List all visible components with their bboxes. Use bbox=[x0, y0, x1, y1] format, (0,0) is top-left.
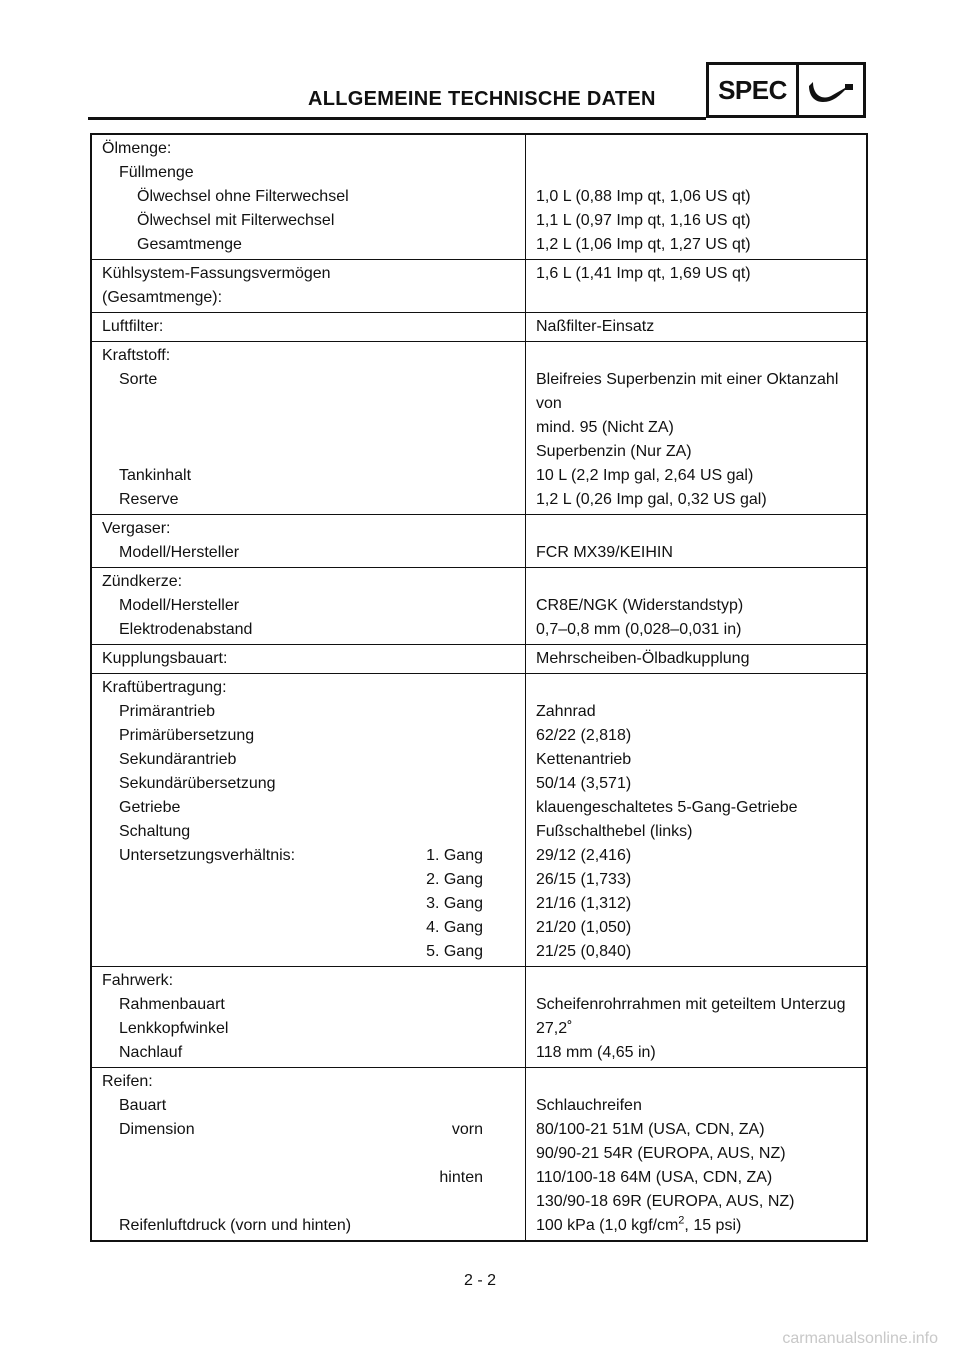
table-row bbox=[91, 209, 867, 233]
table-row bbox=[91, 892, 867, 916]
spark-plug-model-label: Modell/Hersteller bbox=[91, 594, 526, 618]
tire-rear-value-line1: 110/100-18 64M (USA, CDN, ZA) bbox=[536, 1169, 773, 1186]
oil-no-filter-value: 1,0 L (0,88 Imp qt, 1,06 US qt) bbox=[536, 188, 751, 205]
oil-total-value: 1,2 L (1,06 Imp qt, 1,27 US qt) bbox=[536, 236, 751, 253]
fuel-type-value-line1: Bleifreies Superbenzin mit einer Oktanzahl von bbox=[536, 371, 839, 412]
ratio-label: Untersetzungsverhältnis: bbox=[119, 847, 296, 864]
table-row bbox=[91, 233, 867, 260]
gear-1-value: 29/12 (2,416) bbox=[536, 847, 632, 864]
table-row bbox=[91, 488, 867, 515]
coolant-label-line1: Kühlsystem-Fassungsvermögen bbox=[102, 265, 331, 282]
table-row bbox=[91, 724, 867, 748]
spec-table bbox=[90, 133, 868, 1242]
gear-4-label: 4. Gang bbox=[426, 919, 483, 936]
secondary-ratio-label: Sekundärübersetzung bbox=[91, 772, 526, 796]
table-row bbox=[91, 967, 867, 994]
table-row bbox=[91, 674, 867, 701]
table-row bbox=[91, 748, 867, 772]
oil-with-filter-label: Ölwechsel mit Filterwechsel bbox=[91, 209, 526, 233]
primary-drive-value: Zahnrad bbox=[536, 703, 596, 720]
spark-plug-heading: Zündkerze: bbox=[91, 568, 526, 595]
tire-pressure-value-sup: 2 bbox=[678, 1214, 685, 1227]
table-row bbox=[91, 700, 867, 724]
coolant-label bbox=[91, 260, 526, 313]
table-row bbox=[91, 1166, 867, 1214]
table-row bbox=[91, 1214, 867, 1241]
oil-with-filter-value: 1,1 L (0,97 Imp qt, 1,16 US qt) bbox=[536, 212, 751, 229]
header-rule bbox=[88, 117, 706, 120]
table-row bbox=[91, 541, 867, 568]
table-row bbox=[91, 568, 867, 595]
fuel-type-value bbox=[526, 368, 868, 464]
tire-pressure-label: Reifenluftdruck (vorn und hinten) bbox=[91, 1214, 526, 1241]
gear-1-label: 1. Gang bbox=[426, 847, 483, 864]
shift-label: Schaltung bbox=[91, 820, 526, 844]
table-row bbox=[91, 618, 867, 645]
gear-3-value: 21/16 (1,312) bbox=[536, 895, 632, 912]
spec-label: SPEC bbox=[709, 65, 799, 115]
tire-type-value: Schlauchreifen bbox=[536, 1097, 642, 1114]
fuel-type-value-line3: Superbenzin (Nur ZA) bbox=[536, 443, 692, 460]
table-row bbox=[91, 342, 867, 369]
table-row bbox=[91, 940, 867, 967]
secondary-ratio-value: 50/14 (3,571) bbox=[536, 775, 632, 792]
frame-value: Scheifenrohrrahmen mit geteiltem Unterzug bbox=[536, 996, 846, 1013]
gearbox-label: Getriebe bbox=[91, 796, 526, 820]
oil-heading: Ölmenge: bbox=[91, 134, 526, 161]
table-row bbox=[91, 772, 867, 796]
oil-sub: Füllmenge bbox=[91, 161, 526, 185]
table-row bbox=[91, 515, 867, 542]
table-row bbox=[91, 1094, 867, 1118]
table-row bbox=[91, 993, 867, 1017]
table-row bbox=[91, 161, 867, 185]
tire-pressure-value-a: 100 kPa (1,0 kgf/cm bbox=[536, 1217, 679, 1234]
oil-no-filter-label: Ölwechsel ohne Filterwechsel bbox=[91, 185, 526, 209]
caster-value: 27,2˚ bbox=[536, 1020, 573, 1037]
fuel-tank-label: Tankinhalt bbox=[91, 464, 526, 488]
table-row bbox=[91, 1118, 867, 1166]
tire-rear-label: hinten bbox=[439, 1169, 483, 1186]
transmission-heading: Kraftübertragung: bbox=[91, 674, 526, 701]
tire-front-value-line2: 90/90-21 54R (EUROPA, AUS, NZ) bbox=[536, 1145, 786, 1162]
table-row bbox=[91, 844, 867, 868]
tire-rear-value bbox=[526, 1166, 868, 1214]
coolant-label-line2: (Gesamtmenge): bbox=[102, 289, 223, 306]
trail-value: 118 mm (4,65 in) bbox=[536, 1044, 656, 1061]
table-row bbox=[91, 868, 867, 892]
air-filter-value: Naßfilter-Einsatz bbox=[526, 313, 868, 342]
table-row bbox=[91, 1068, 867, 1095]
shift-value: Fußschalthebel (links) bbox=[536, 823, 693, 840]
gear-2-value: 26/15 (1,733) bbox=[536, 871, 632, 888]
fuel-heading: Kraftstoff: bbox=[91, 342, 526, 369]
spec-badge bbox=[706, 62, 866, 118]
frame-label: Rahmenbauart bbox=[91, 993, 526, 1017]
table-row bbox=[91, 916, 867, 940]
fuel-reserve-value: 1,2 L (0,26 Imp gal, 0,32 US gal) bbox=[536, 491, 767, 508]
table-row bbox=[91, 1017, 867, 1041]
table-row bbox=[91, 645, 867, 674]
coolant-value: 1,6 L (1,41 Imp qt, 1,69 US qt) bbox=[526, 260, 868, 313]
gear-3-label: 3. Gang bbox=[426, 895, 483, 912]
tire-front-label: vorn bbox=[451, 1121, 483, 1138]
secondary-drive-value: Kettenantrieb bbox=[536, 751, 632, 768]
wrench-icon bbox=[799, 65, 863, 115]
secondary-drive-label: Sekundärantrieb bbox=[91, 748, 526, 772]
primary-ratio-value: 62/22 (2,818) bbox=[536, 727, 632, 744]
fuel-type-value-line2: mind. 95 (Nicht ZA) bbox=[536, 419, 674, 436]
tire-front-value-line1: 80/100-21 51M (USA, CDN, ZA) bbox=[536, 1121, 765, 1138]
tire-pressure-value bbox=[526, 1214, 868, 1241]
tire-front-value bbox=[526, 1118, 868, 1166]
carburetor-model-value: FCR MX39/KEIHIN bbox=[536, 544, 673, 561]
carburetor-model-label: Modell/Hersteller bbox=[91, 541, 526, 568]
page-title: ALLGEMEINE TECHNISCHE DATEN bbox=[308, 88, 656, 110]
primary-ratio-label: Primärübersetzung bbox=[91, 724, 526, 748]
trail-label: Nachlauf bbox=[91, 1041, 526, 1068]
spark-plug-gap-value: 0,7–0,8 mm (0,028–0,031 in) bbox=[536, 621, 742, 638]
table-row bbox=[91, 313, 867, 342]
spark-plug-model-value: CR8E/NGK (Widerstandstyp) bbox=[536, 597, 744, 614]
table-row bbox=[91, 368, 867, 464]
table-row bbox=[91, 594, 867, 618]
fuel-type-label: Sorte bbox=[91, 368, 526, 464]
oil-total-label: Gesamtmenge bbox=[91, 233, 526, 260]
fuel-reserve-label: Reserve bbox=[91, 488, 526, 515]
gearbox-value: klauengeschaltetes 5-Gang-Getriebe bbox=[536, 799, 798, 816]
gear-5-label: 5. Gang bbox=[426, 943, 483, 960]
clutch-label: Kupplungsbauart: bbox=[91, 645, 526, 674]
table-row bbox=[91, 820, 867, 844]
caster-label: Lenkkopfwinkel bbox=[91, 1017, 526, 1041]
fuel-tank-value: 10 L (2,2 Imp gal, 2,64 US gal) bbox=[536, 467, 754, 484]
table-row bbox=[91, 796, 867, 820]
tires-heading: Reifen: bbox=[91, 1068, 526, 1095]
gear-4-value: 21/20 (1,050) bbox=[536, 919, 632, 936]
primary-drive-label: Primärantrieb bbox=[91, 700, 526, 724]
table-row bbox=[91, 260, 867, 313]
carburetor-heading: Vergaser: bbox=[91, 515, 526, 542]
gear-2-label: 2. Gang bbox=[426, 871, 483, 888]
table-row bbox=[91, 1041, 867, 1068]
clutch-value: Mehrscheiben-Ölbadkupplung bbox=[526, 645, 868, 674]
tire-rear-value-line2: 130/90-18 69R (EUROPA, AUS, NZ) bbox=[536, 1193, 795, 1210]
table-row bbox=[91, 185, 867, 209]
watermark: carmanualsonline.info bbox=[782, 1330, 938, 1347]
table-row bbox=[91, 464, 867, 488]
tire-size-label: Dimension bbox=[119, 1121, 195, 1138]
page-number: 2 - 2 bbox=[463, 1272, 496, 1289]
table-row bbox=[91, 134, 867, 161]
spark-plug-gap-label: Elektrodenabstand bbox=[91, 618, 526, 645]
tire-pressure-value-b: , 15 psi) bbox=[684, 1217, 742, 1234]
tire-type-label: Bauart bbox=[91, 1094, 526, 1118]
air-filter-label: Luftfilter: bbox=[91, 313, 526, 342]
gear-5-value: 21/25 (0,840) bbox=[536, 943, 632, 960]
chassis-heading: Fahrwerk: bbox=[91, 967, 526, 994]
